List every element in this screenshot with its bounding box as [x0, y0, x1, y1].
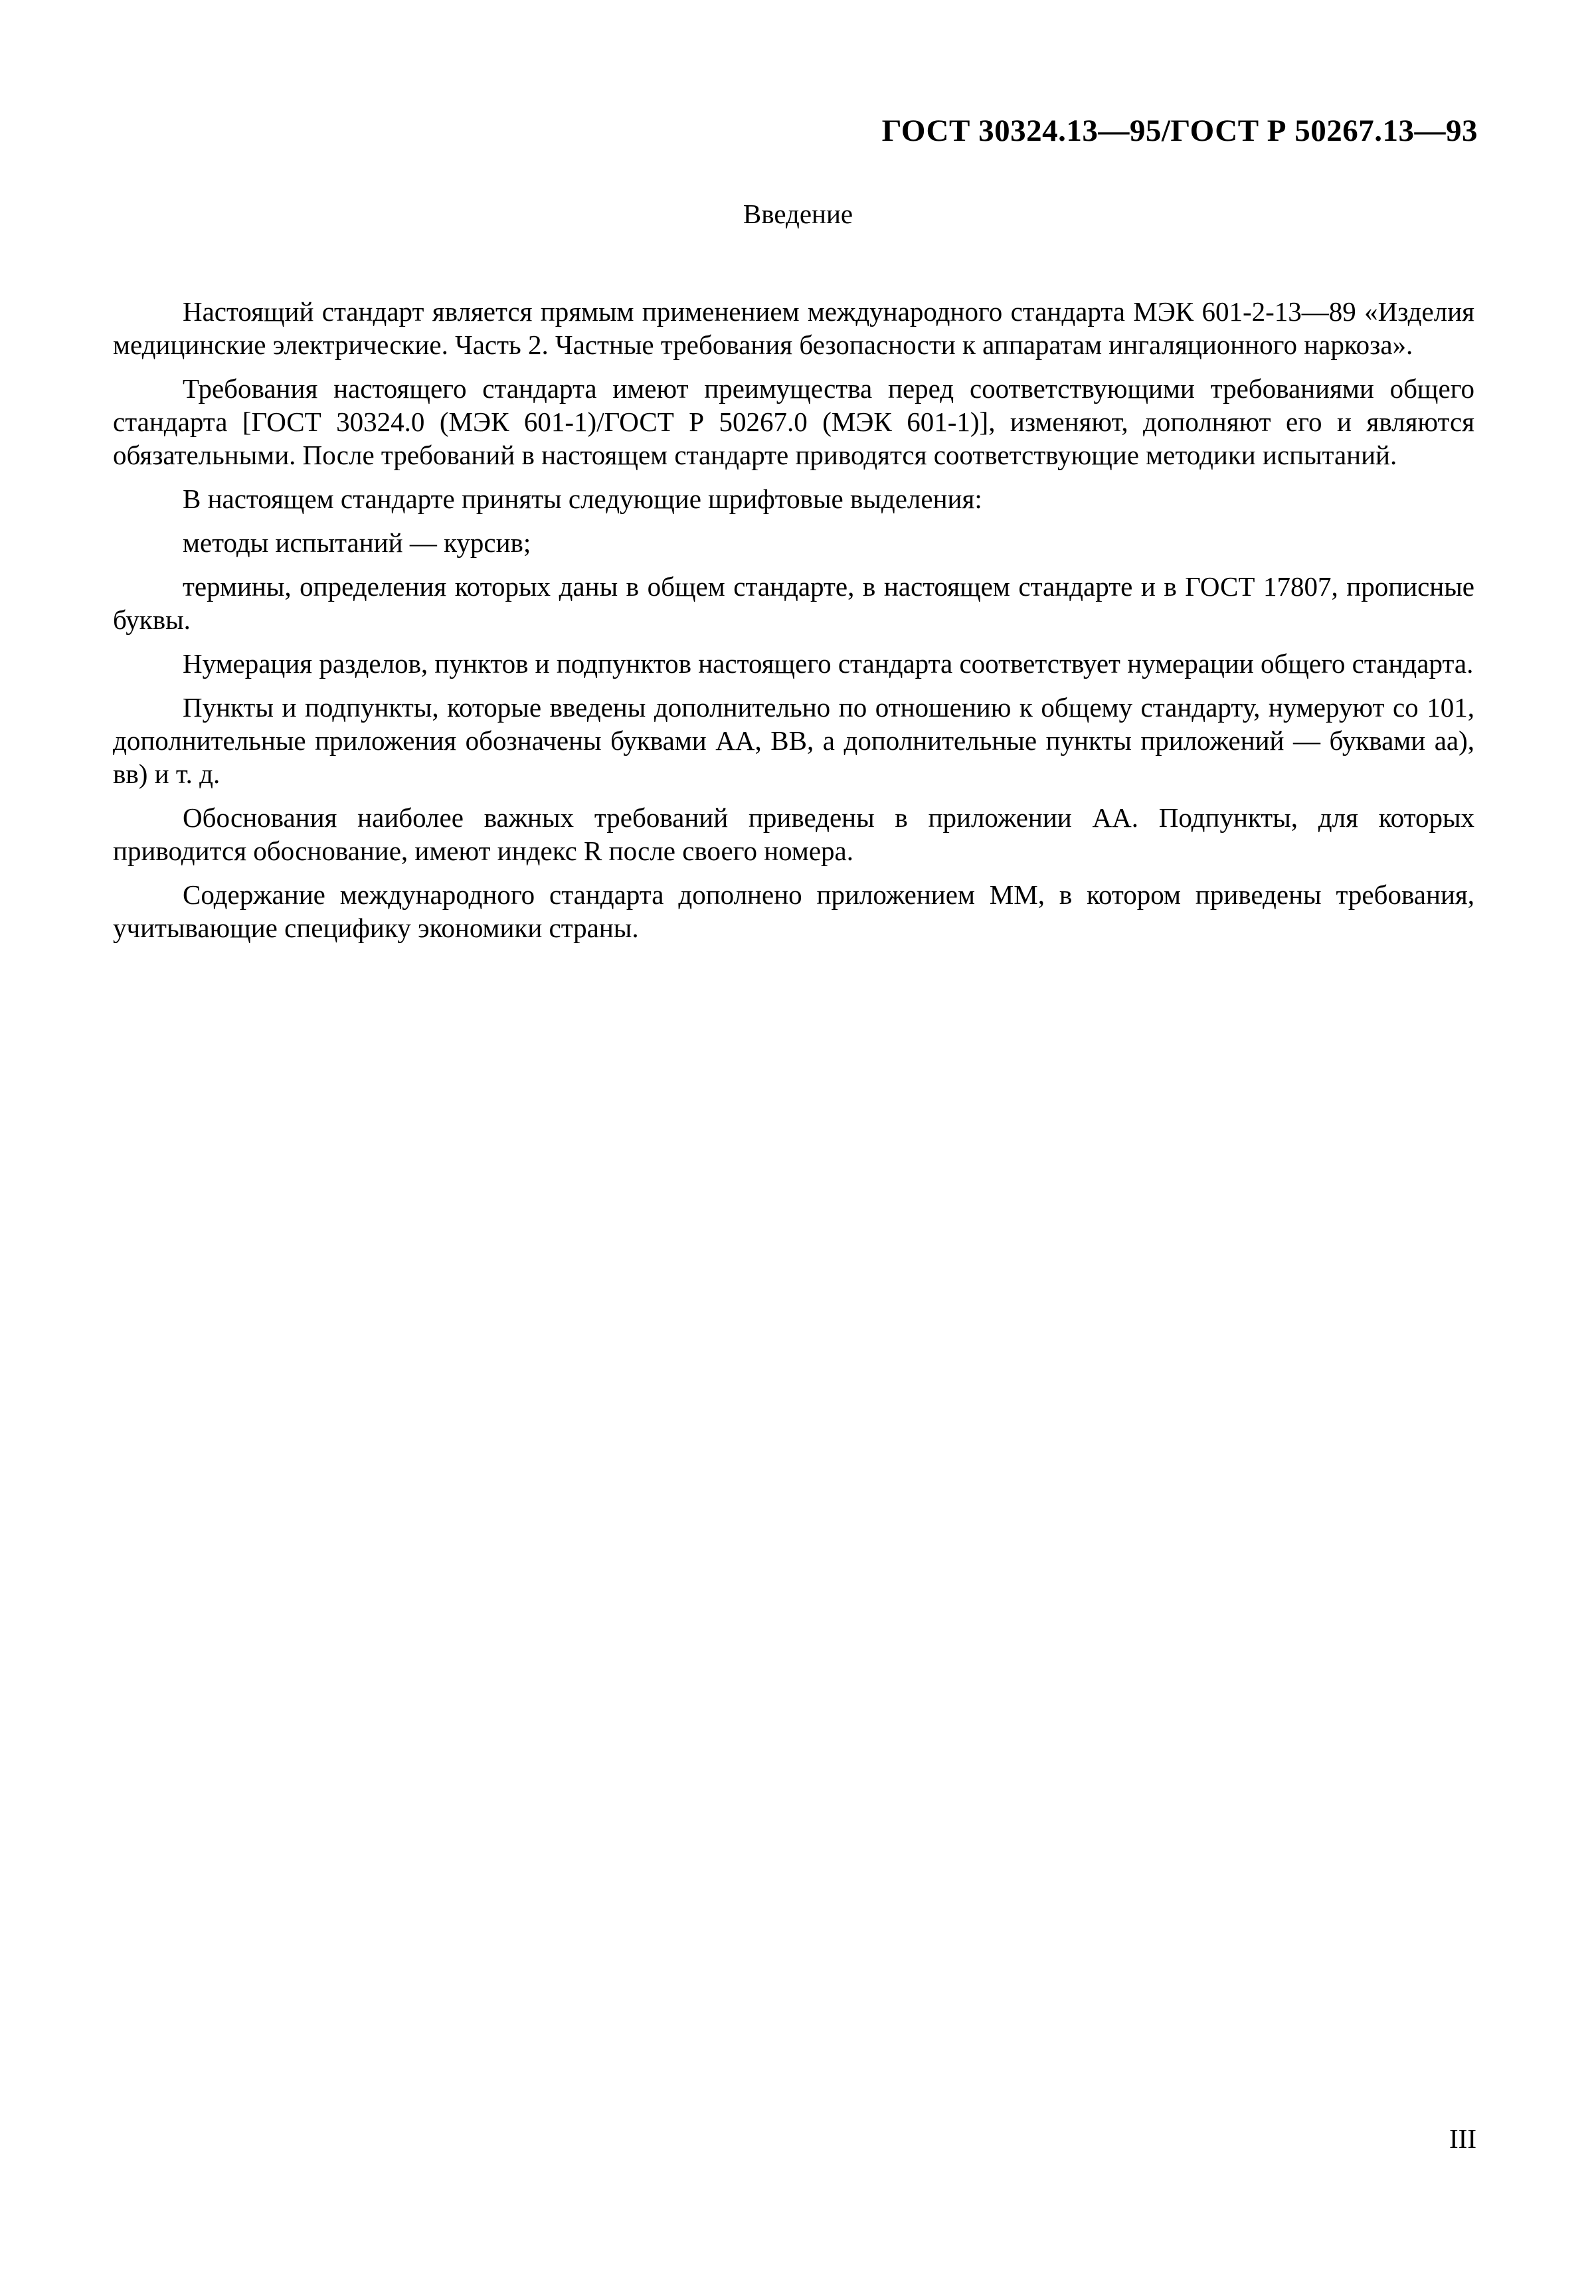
section-title: Введение: [743, 199, 853, 229]
paragraph: Содержание международного стандарта дополнено приложением ММ, в котором приведены требования, учитывающие специфику экономики страны.: [113, 879, 1474, 943]
document-header: ГОСТ 30324.13—95/ГОСТ Р 50267.13—93: [881, 114, 1478, 148]
page-number: III: [1449, 2123, 1476, 2154]
paragraph: Обоснования наиболее важных требований приведены в приложении АА. Подпункты, для которых приводится обоснование, имеют индекс R после своего номера.: [113, 802, 1474, 866]
paragraph: В настоящем стандарте приняты следующие шрифтовые выделения:: [183, 484, 982, 514]
document-body: [113, 295, 1474, 955]
paragraph: Нумерация разделов, пунктов и подпунктов настоящего стандарта соответствует нумерации общего стандарта.: [183, 648, 1474, 679]
paragraph: Пункты и подпункты, которые введены дополнительно по отношению к общему стандарту, нумеруют со 101, дополнительные приложения обозначены буквами АА, ВВ, а дополнительные пункты приложений — буквами аа), вв) и т. д.: [113, 692, 1474, 789]
paragraph: Настоящий стандарт является прямым применением международного стандарта МЭК 601-2-13—89 «Изделия медицинские электрические. Часть 2. Частные требования безопасности к аппаратам ингаляционного наркоза».: [113, 296, 1474, 360]
paragraph: Требования настоящего стандарта имеют преимущества перед соответствующими требованиями общего стандарта [ГОСТ 30324.0 (МЭК 601-1)/ГОСТ Р 50267.0 (МЭК 601-1)], изменяют, дополняют его и являются обязательными. После требований в настоящем стандарте приводятся соответствующие методики испытаний.: [113, 373, 1474, 470]
paragraph: методы испытаний — курсив;: [183, 527, 531, 558]
paragraph: термины, определения которых даны в общем стандарте, в настоящем стандарте и в ГОСТ 17807, прописные буквы.: [113, 571, 1474, 635]
